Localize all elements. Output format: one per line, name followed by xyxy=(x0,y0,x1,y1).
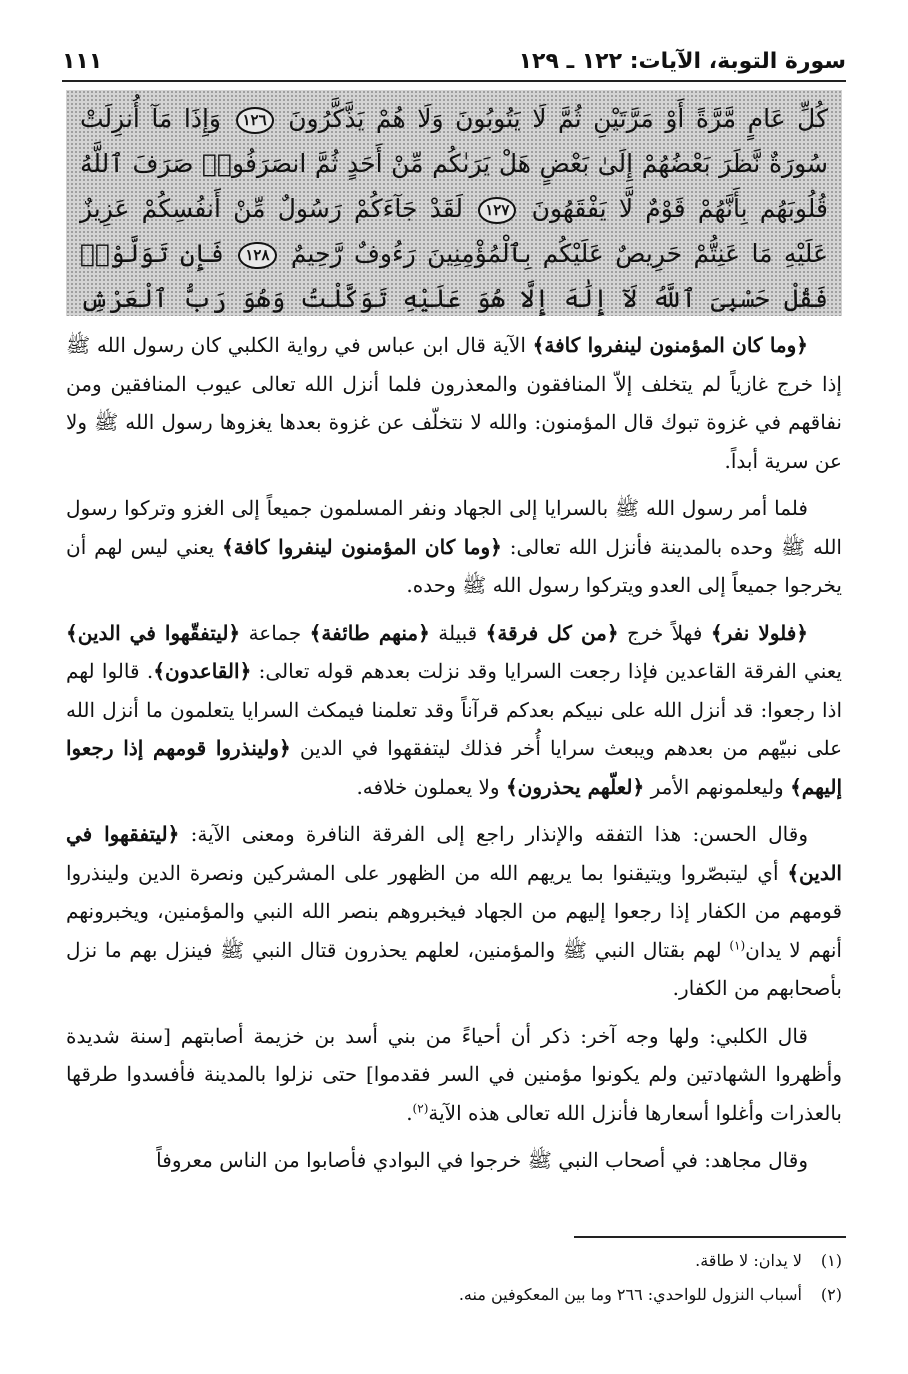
paragraph xyxy=(66,326,842,480)
paragraph xyxy=(66,815,842,1008)
footnote-text: أسباب النزول للواحدي: ٢٦٦ وما بين المعكوفين منه. xyxy=(458,1285,802,1304)
paragraph-text: وقال الحسن: هذا التفقه والإنذار راجع إلى الفرقة النافرة ومعنى الآية: xyxy=(179,822,808,846)
quran-verse-text: لَقَدْ جَآءَكُمْ رَسُولٌ مِّنْ أَنفُسِكُمْ عَزِيزٌ عَلَيْهِ مَا عَنِتُّمْ حَرِيصٌ عَلَيْكُم بِٱلْمُؤْمِنِينَ رَءُوفٌ رَّحِيمٌ xyxy=(80,194,829,268)
quoted-verse: ﴿وما كان المؤمنون لينفروا كافة﴾ xyxy=(221,534,502,559)
quoted-verse: ﴿وما كان المؤمنون لينفروا كافة﴾ xyxy=(532,333,808,357)
paragraph xyxy=(66,614,842,807)
footnote-reference[interactable]: (٢) xyxy=(412,1100,429,1115)
surah-title: سورة التوبة، الآيات: ١٢٢ ـ ١٢٩ xyxy=(518,49,846,74)
quran-verses-box xyxy=(66,90,842,316)
quoted-verse: ﴿فلولا نفر﴾ xyxy=(710,620,808,645)
quoted-verse: ﴿ليتفقّهوا في الدين﴾ xyxy=(66,620,241,645)
footnote-rule xyxy=(574,1236,846,1238)
paragraph-text: . xyxy=(406,1100,413,1125)
footnote-text: لا يدان: لا طاقة. xyxy=(695,1251,802,1270)
footnotes xyxy=(66,1244,842,1312)
quran-verse-text: وَإِذَا مَآ أُنزِلَتْ سُورَةٌ نَّظَرَ بَعْضُهُمْ إِلَىٰ بَعْضٍ هَلْ يَرَىٰكُم مِّنْ أَحَدٍ ثُمَّ انصَرَفُوا۟ صَرَفَ ٱللَّهُ قُلُوبَهُم بِأَنَّهُمْ قَوْمٌ لَّا يَفْقَهُونَ xyxy=(80,104,828,223)
paragraph xyxy=(66,1017,842,1133)
footnote-item xyxy=(66,1278,842,1312)
paragraph-text: أي ليتبصّروا ويتيقنوا بما يريهم الله من الظهور على المشركين ونصرة الدين ولينذروا قومهم من الكفار إذا رجعوا إليهم من الجهاد فيخبروهم بنصر الله النبي والمؤمنين، ويخبرونهم أنهم لا يدان xyxy=(66,860,843,962)
quoted-verse: ﴿ليتفقهوا في الدين﴾ xyxy=(66,822,842,885)
paragraph-text: ولا يعملون خلافه. xyxy=(356,774,506,799)
paragraph-text: لهم بقتال النبي ﷺ والمؤمنين، لعلهم يحذرون قتال النبي ﷺ فينزل بهم ما نزل بأصحابهم من الكفار. xyxy=(66,937,842,1000)
paragraph-text: وقال مجاهد: في أصحاب النبي ﷺ خرجوا في البوادي فأصابوا من الناس معروفاً xyxy=(156,1148,808,1172)
footnote-item xyxy=(66,1244,842,1278)
paragraph xyxy=(66,1141,842,1180)
paragraph-text: يعني الفرقة القاعدين فإذا رجعت السرايا وقد نزلت بعدهم قوله تعالى: xyxy=(251,659,842,683)
paragraph-text: قبيلة xyxy=(429,620,486,645)
paragraph xyxy=(66,489,842,605)
quoted-verse: ﴿لعلّهم يحذرون﴾ xyxy=(505,774,645,799)
commentary-body xyxy=(66,326,842,1189)
verse-number-marker: ١٢٨ xyxy=(238,242,276,269)
paragraph-text: جماعة xyxy=(240,620,310,645)
running-header xyxy=(62,34,846,74)
paragraph-text: الآية قال ابن عباس في رواية الكلبي كان رسول الله ﷺ إذا خرج غازياً لم يتخلف إلاّ المنافقون والمعذرون فلما أنزل الله تعالى عيوب المنافقين ومن نفاقهم في غزوة تبوك قال المؤمنون: والله لا نتخلّف عن غزوة بعدها يغزوها رسول الله ﷺ ولا عن سرية أبداً. xyxy=(66,333,842,473)
footnote-number: (١) xyxy=(820,1251,842,1270)
verse-number-marker: ١٢٧ xyxy=(478,197,516,224)
quoted-verse: ﴿ولينذروا قومهم إذا رجعوا إليهم﴾ xyxy=(66,736,842,799)
quoted-verse: ﴿القاعدون﴾ xyxy=(153,659,252,683)
page-number: ١١١ xyxy=(62,49,103,74)
header-rule xyxy=(62,80,846,82)
quoted-verse: ﴿منهم طائفة﴾ xyxy=(309,620,430,645)
quran-verse-text: كُلِّ عَامٍ مَّرَّةً أَوْ مَرَّتَيْنِ ثُمَّ لَا يَتُوبُونَ وَلَا هُمْ يَذَّكَّرُونَ xyxy=(288,104,828,133)
paragraph-text: فلما أمر رسول الله ﷺ بالسرايا إلى الجهاد ونفر المسلمون جميعاً إلى الغزو وتركوا رسول الله ﷺ وحده بالمدينة فأنزل الله تعالى: xyxy=(66,496,842,559)
footnote-number: (٢) xyxy=(820,1285,842,1304)
quoted-verse: ﴿من كل فرقة﴾ xyxy=(485,620,619,645)
paragraph-text: وليعلمونهم الأمر xyxy=(644,774,791,799)
quran-verse-text: فَإِن تَوَلَّوْا۟ فَقُلْ حَسْبِىَ ٱللَّهُ لَآ إِلَٰهَ إِلَّا هُوَ عَلَيْهِ تَوَكَّلْتُ وَهُوَ رَبُّ ٱلْعَرْشِ xyxy=(80,239,828,313)
paragraph-text: . قالوا لهم اذا رجعوا: قد أنزل الله على نبيكم بعدكم قرآناً وقد تعلمنا فيمكث السرايا يتعلمون ما أنزل الله على نبيّهم من بعدهم ويبعث سرايا أُخر فذلك ليتفقهوا في الدين xyxy=(66,659,843,760)
footnote-reference[interactable]: (١) xyxy=(729,937,746,952)
paragraph-text: يعني ليس لهم أن يخرجوا جميعاً إلى العدو ويتركوا رسول الله ﷺ وحده. xyxy=(66,534,842,597)
verse-number-marker: ١٢٦ xyxy=(236,107,274,134)
paragraph-text: فهلاً خرج xyxy=(618,620,711,645)
paragraph-text: قال الكلبي: ولها وجه آخر: ذكر أن أحياءً من بني أسد بن خزيمة أصابتهم [سنة شديدة وأظهروا الشهادتين ولم يكونوا مؤمنين في السر فقدموا] حتى نزلوا بالمدينة فأفسدوا طرقها بالعذرات وأغلوا أسعارها فأنزل الله تعالى هذه الآية xyxy=(66,1023,842,1125)
